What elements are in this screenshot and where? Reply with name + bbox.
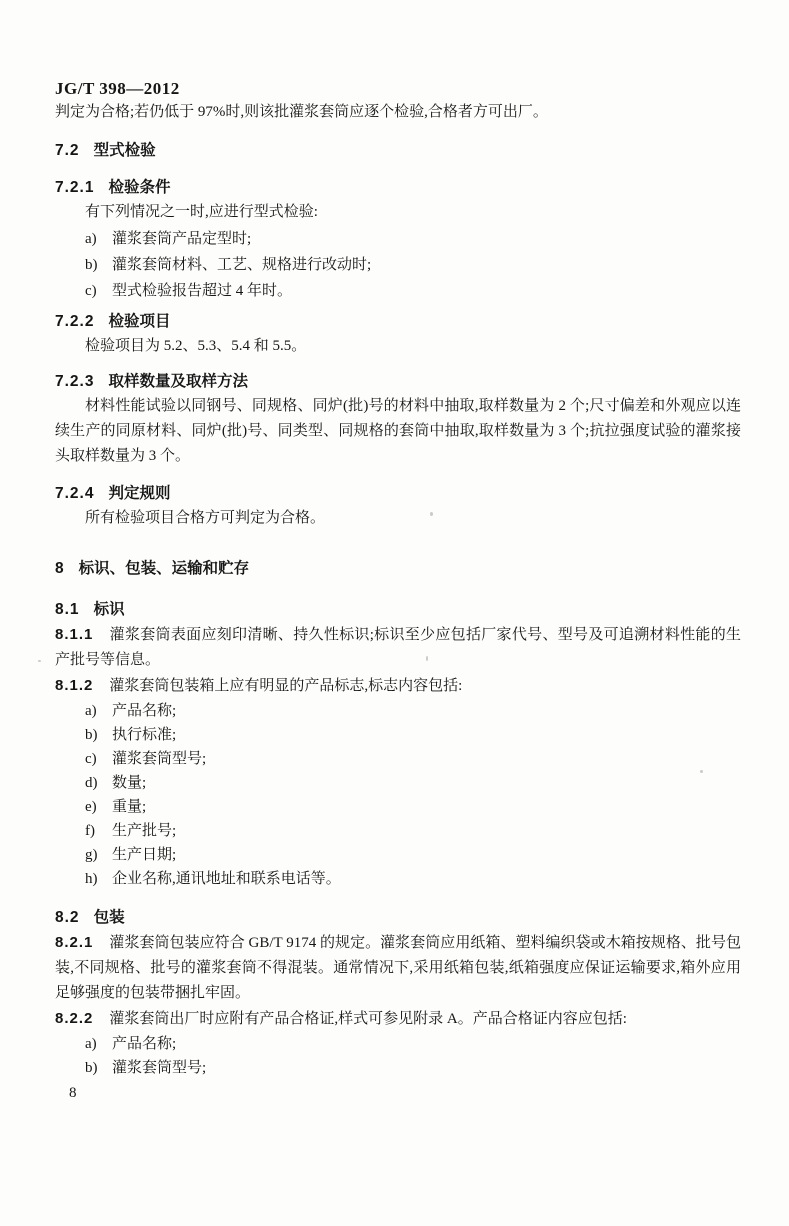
- paragraph-8-1-2: [55, 673, 741, 699]
- clause-number: 8.1.2: [55, 677, 94, 694]
- clause-heading-8-2: [55, 905, 741, 930]
- list-item: [85, 843, 741, 867]
- list-item-text: 企业名称,通讯地址和联系电话等。: [112, 871, 341, 887]
- list-item-text: 灌浆套筒型号;: [112, 1060, 207, 1076]
- clause-number: 7.2: [55, 142, 80, 159]
- clause-number: 8.2: [55, 909, 80, 926]
- clause-number: 7.2.2: [55, 313, 95, 330]
- paragraph-8-2-1: [55, 930, 741, 1006]
- list-item: [85, 227, 741, 251]
- clause-number: 7.2.3: [55, 373, 95, 390]
- clause-title: 检验项目: [108, 313, 171, 330]
- list-item-label: h): [85, 871, 98, 887]
- list-item-label: d): [85, 775, 98, 791]
- list-item-label: b): [85, 257, 98, 273]
- clause-number: 7.2.1: [55, 179, 95, 196]
- scan-speckle: [426, 656, 428, 661]
- list-item-label: c): [85, 283, 97, 299]
- list-item: [85, 819, 741, 843]
- list-item-text: 产品名称;: [112, 1036, 177, 1052]
- list-item-label: f): [85, 823, 95, 839]
- list-item: [85, 723, 741, 747]
- list-item: [85, 747, 741, 771]
- clause-number: 8.1.1: [55, 626, 94, 643]
- paragraph-7-2-1: 有下列情况之一时,应进行型式检验:: [85, 204, 318, 220]
- list-item-label: g): [85, 847, 98, 863]
- clause-title: 型式检验: [93, 142, 156, 159]
- list-item-label: a): [85, 1036, 97, 1052]
- list-item: [85, 253, 741, 277]
- page-number: 8: [69, 1085, 77, 1101]
- list-item-text: 灌浆套筒型号;: [112, 751, 207, 767]
- list-item-text: 重量;: [112, 799, 147, 815]
- clause-text: 灌浆套筒出厂时应附有产品合格证,样式可参见附录 A。产品合格证内容应包括:: [109, 1011, 627, 1027]
- clause-title: 标识、包装、运输和贮存: [78, 560, 250, 577]
- list-item: [85, 699, 741, 723]
- clause-heading-7-2-2: [55, 309, 741, 334]
- clause-heading-7-2-3: [55, 369, 741, 394]
- clause-heading-8: [55, 556, 741, 581]
- list-item-text: 型式检验报告超过 4 年时。: [112, 283, 293, 299]
- paragraph-8-2-2: [55, 1006, 741, 1032]
- scan-speckle: [38, 660, 41, 662]
- running-header-doc-code: JG/T 398—2012: [55, 79, 180, 98]
- list-item-text: 生产批号;: [112, 823, 177, 839]
- paragraph-7-2-2: 检验项目为 5.2、5.3、5.4 和 5.5。: [85, 338, 307, 354]
- list-item-label: a): [85, 231, 97, 247]
- clause-text: 灌浆套筒表面应刻印清晰、持久性标识;标识至少应包括厂家代号、型号及可追溯材料性能的生产批号等信息。: [55, 627, 741, 668]
- clause-heading-7-2: [55, 138, 741, 163]
- clause-heading-8-1: [55, 597, 741, 622]
- clause-number: 8.2.2: [55, 1010, 94, 1027]
- clause-title: 标识: [93, 601, 125, 618]
- list-item-text: 灌浆套筒材料、工艺、规格进行改动时;: [112, 257, 372, 273]
- list-item: [85, 795, 741, 819]
- clause-number: 8.2.1: [55, 934, 94, 951]
- list-item: [85, 279, 741, 303]
- list-item: [85, 1056, 741, 1080]
- clause-text: 灌浆套筒包装箱上应有明显的产品标志,标志内容包括:: [109, 678, 463, 694]
- paragraph-8-1-1: [55, 622, 741, 673]
- clause-title: 检验条件: [108, 179, 171, 196]
- list-item-label: c): [85, 751, 97, 767]
- list-item-text: 执行标准;: [112, 727, 177, 743]
- list-item-text: 灌浆套筒产品定型时;: [112, 231, 252, 247]
- ordered-list-7-2-1: [55, 227, 741, 303]
- list-item-label: b): [85, 1060, 98, 1076]
- scan-speckle: [700, 770, 703, 773]
- ordered-list-8-1-2: [55, 699, 741, 891]
- list-item: [85, 1032, 741, 1056]
- ordered-list-8-2-2: [55, 1032, 741, 1080]
- list-item-label: a): [85, 703, 97, 719]
- clause-title: 包装: [93, 909, 125, 926]
- clause-heading-7-2-1: [55, 175, 741, 200]
- clause-number: 7.2.4: [55, 485, 95, 502]
- clause-text: 灌浆套筒包装应符合 GB/T 9174 的规定。灌浆套筒应用纸箱、塑料编织袋或木箱按规格、批号包装,不同规格、批号的灌浆套筒不得混装。通常情况下,采用纸箱包装,纸箱强度应保证运输要求,箱外应用足够强度的包装带捆扎牢固。: [55, 935, 741, 1001]
- list-item: [85, 771, 741, 795]
- list-item-text: 数量;: [112, 775, 147, 791]
- paragraph-7-2-4: 所有检验项目合格方可判定为合格。: [85, 510, 326, 526]
- clause-number: 8.1: [55, 601, 80, 618]
- clause-title: 判定规则: [108, 485, 171, 502]
- clause-heading-7-2-4: [55, 481, 741, 506]
- clause-number: 8: [55, 560, 65, 577]
- list-item: [85, 867, 741, 891]
- list-item-text: 产品名称;: [112, 703, 177, 719]
- paragraph-7-2-3: 材料性能试验以同钢号、同规格、同炉(批)号的材料中抽取,取样数量为 2 个;尺寸偏差和外观应以连续生产的同原材料、同炉(批)号、同类型、同规格的套筒中抽取,取样数量为 3 个;抗拉强度试验的灌浆接头取样数量为 3 个。: [55, 398, 741, 464]
- paragraph-continuation: 判定为合格;若仍低于 97%时,则该批灌浆套筒应逐个检验,合格者方可出厂。: [55, 104, 548, 120]
- scan-speckle: [430, 512, 433, 516]
- list-item-label: e): [85, 799, 97, 815]
- clause-title: 取样数量及取样方法: [108, 373, 248, 390]
- list-item-text: 生产日期;: [112, 847, 177, 863]
- list-item-label: b): [85, 727, 98, 743]
